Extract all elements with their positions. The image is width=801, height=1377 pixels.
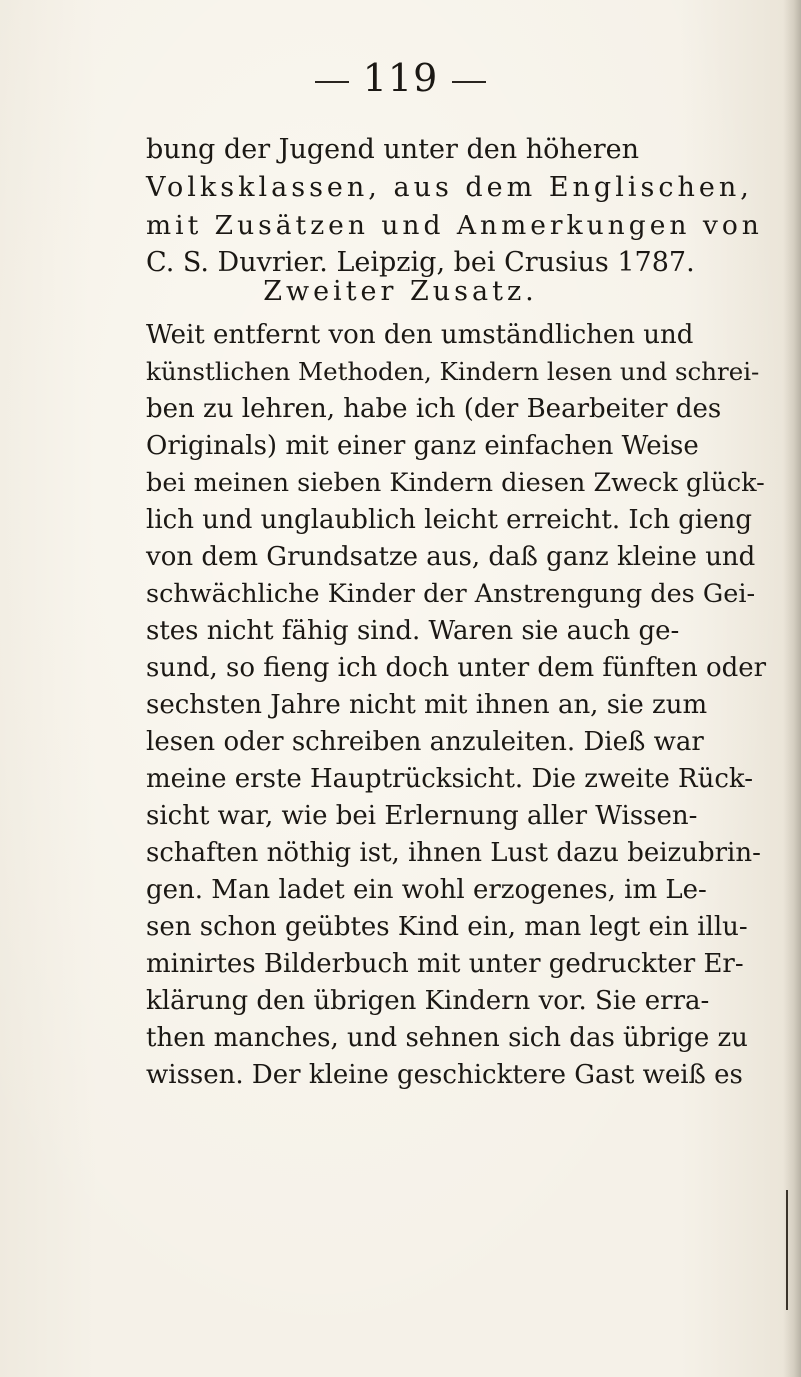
title-line-3: mit Zusätzen und Anmerkungen von <box>146 210 763 241</box>
body-line-3: ben zu lehren, habe ich (der Bearbeiter des <box>146 394 722 424</box>
body-line-18: minirtes Bilderbuch mit unter gedruckter Er- <box>146 949 744 979</box>
body-line-14: sicht war, wie bei Erlernung aller Wissen- <box>146 801 698 831</box>
page-number <box>0 56 801 100</box>
body-line-17: sen schon geübtes Kind ein, man legt ein illu- <box>146 912 748 942</box>
binding-mark <box>786 1190 788 1310</box>
page-number-text: 119 <box>362 56 439 100</box>
body-line-5: bei meinen sieben Kindern diesen Zweck glück- <box>146 468 765 498</box>
right-dash <box>452 81 486 83</box>
section-heading: Zweiter Zusatz. <box>263 276 538 307</box>
body-line-9: stes nicht fähig sind. Waren sie auch ge- <box>146 616 680 646</box>
body-line-20: then manches, und sehnen sich das übrige zu <box>146 1023 748 1053</box>
body-line-11: sechsten Jahre nicht mit ihnen an, sie zum <box>146 690 708 720</box>
body-line-19: klärung den übrigen Kindern vor. Sie erra- <box>146 986 710 1016</box>
body-line-12: lesen oder schreiben anzuleiten. Dieß war <box>146 727 704 757</box>
title-line-1: bung der Jugend unter den höheren <box>146 134 640 165</box>
body-line-7: von dem Grundsatze aus, daß ganz kleine und <box>146 542 756 572</box>
body-line-2: künstlichen Methoden, Kindern lesen und schrei- <box>146 357 760 386</box>
body-line-21: wissen. Der kleine geschicktere Gast weiß es <box>146 1060 743 1090</box>
body-line-15: schaften nöthig ist, ihnen Lust dazu beizubrin- <box>146 838 761 868</box>
body-line-16: gen. Man ladet ein wohl erzogenes, im Le- <box>146 875 707 905</box>
body-line-8: schwächliche Kinder der Anstrengung des Gei- <box>146 579 756 609</box>
title-line-4: C. S. Duvrier. Leipzig, bei Crusius 1787. <box>146 247 695 278</box>
body-line-13: meine erste Hauptrücksicht. Die zweite Rück- <box>146 764 753 794</box>
body-line-10: sund, so fieng ich doch unter dem fünften oder <box>146 653 767 683</box>
page-edge-shadow <box>783 0 801 1377</box>
left-dash <box>315 81 349 83</box>
body-line-1: Weit entfernt von den umständlichen und <box>146 320 694 350</box>
body-line-4: Originals) mit einer ganz einfachen Weise <box>146 431 699 461</box>
title-line-2: Volksklassen, aus dem Englischen, <box>146 172 753 203</box>
body-line-6: lich und unglaublich leicht erreicht. Ich gieng <box>146 505 752 535</box>
